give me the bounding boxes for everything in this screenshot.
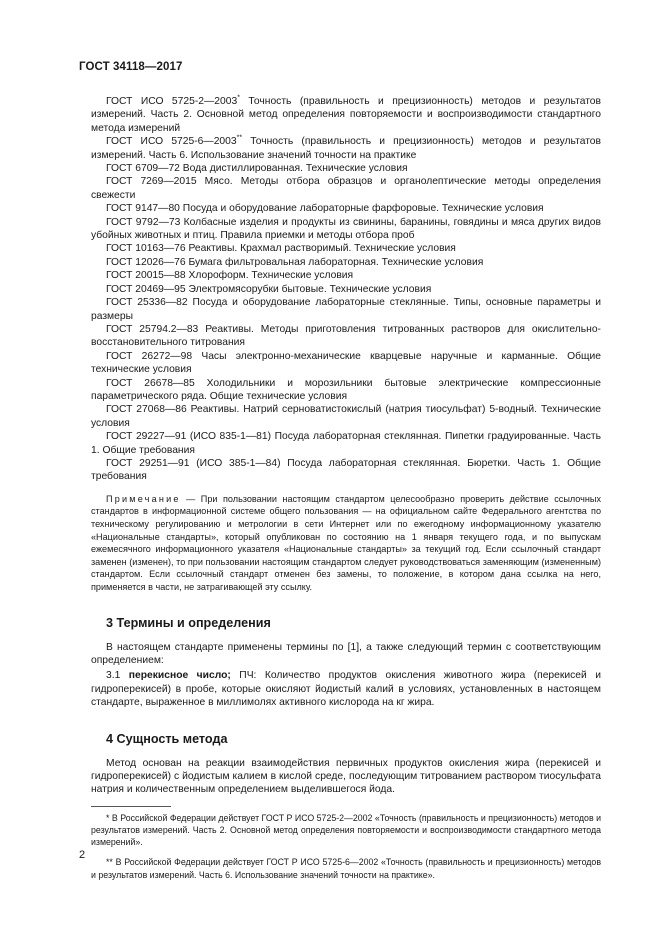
- reference-item: [91, 283, 601, 296]
- reference-item: [91, 256, 601, 269]
- reference-code: ГОСТ ИСО 5725-6—2003: [106, 136, 237, 148]
- footnote-marker: *: [237, 94, 240, 102]
- reference-title: Реактивы. Методы приготовления титрованных растворов для окислительно-восстановительного титрования: [91, 323, 601, 349]
- reference-item: [91, 202, 601, 215]
- reference-item: [91, 162, 601, 175]
- footnote-2-text: В Российской Федерации действует ГОСТ Р ИСО 5725-6—2002 «Точность (правильность и прецизионность) методов и результатов измерений. Часть 6. Использование значений точности на практике».: [91, 857, 601, 880]
- reference-item: [91, 403, 601, 430]
- footnote-marker: **: [236, 134, 243, 142]
- note-text: — При пользовании настоящим стандартом целесообразно проверить действие ссылочных стандартов в информационной системе общего пользования — на официальном сайте Федерального агентства по техническому регулированию и метрологии в сети Интернет или по ежегодному информационному указателю «Национальные стандарты», который опубликован по состоянию на 1 января текущего года, и по выпускам ежемесячного информационного указателя «Национальные стандарты» за текущий год. Если ссылочный стандарт заменен (изменен), то при пользовании настоящим стандартом следует руководствоваться заменяющим (измененным) стандартом. Если ссылочный стандарт отменен без замены, то положение, в котором дана ссылка на него, применяется в части, не затрагивающей эту ссылку.: [91, 493, 601, 592]
- reference-code: ГОСТ 20469—95: [106, 283, 186, 295]
- reference-item: [91, 430, 601, 457]
- reference-item: [91, 457, 601, 484]
- reference-title: Посуда и оборудование лабораторные фарфоровые. Технические условия: [182, 203, 544, 215]
- reference-item: [91, 242, 601, 255]
- footnote-1-text: В Российской Федерации действует ГОСТ Р ИСО 5725-2—2002 «Точность (правильность и прецизионность) методов и результатов измерений. Часть 2. Основной метод определения повторяемости и воспроизводимости стандартного метода измерений».: [91, 812, 601, 848]
- section-4-heading: 4 Сущность метода: [106, 731, 228, 746]
- reference-code: ГОСТ 29227—91 (ИСО 835-1—81): [106, 431, 272, 443]
- reference-item: [91, 296, 601, 323]
- reference-item: [91, 350, 601, 377]
- document-header-title: ГОСТ 34118—2017: [79, 61, 183, 73]
- reference-title: Хлороформ. Технические условия: [188, 270, 354, 282]
- reference-code: ГОСТ 9792—73: [106, 216, 181, 228]
- reference-item: [91, 95, 601, 135]
- note-label: Примечание: [106, 493, 181, 504]
- reference-code: ГОСТ 25794.2—83: [106, 323, 199, 335]
- reference-code: ГОСТ 10163—76: [106, 243, 186, 255]
- reference-item: [91, 377, 601, 404]
- reference-title: Вода дистиллированная. Технические условия: [182, 163, 408, 175]
- reference-item: [91, 216, 601, 243]
- reference-item: [91, 135, 601, 162]
- note-paragraph: [91, 493, 601, 594]
- reference-code: ГОСТ 26678—85: [106, 377, 195, 389]
- footnote-divider: [91, 806, 171, 807]
- footnote-1-mark: *: [106, 812, 110, 823]
- reference-code: ГОСТ 20015—88: [106, 270, 186, 282]
- reference-code: ГОСТ 9147—80: [106, 203, 180, 215]
- term-name: перекисное число;: [128, 670, 231, 682]
- term-definition: ПЧ: Количество продуктов окисления животного жира (перекисей и гидроперекисей) в пробе, которые окисляют йодистый калий в условиях, установленных в настоящем стандарте, выраженное в миллимолях активного кислорода на кг жира.: [91, 670, 601, 709]
- reference-title: Реактивы. Крахмал растворимый. Технические условия: [188, 243, 456, 255]
- reference-code: ГОСТ 25336—82: [106, 297, 188, 309]
- reference-code: ГОСТ 12026—76: [106, 256, 186, 268]
- reference-code: ГОСТ 27068—86: [106, 404, 187, 416]
- reference-title: Электромясорубки бытовые. Технические условия: [188, 283, 432, 295]
- reference-item: [91, 323, 601, 350]
- footnote-1: [91, 812, 601, 849]
- footnote-2: [91, 856, 601, 880]
- footnote-2-mark: **: [106, 857, 113, 868]
- reference-title: Посуда и оборудование лабораторные стеклянные. Типы, основные параметры и размеры: [91, 297, 601, 322]
- reference-title: Часы электронно-механические кварцевые наручные и карманные. Общие технические условия: [91, 350, 601, 376]
- reference-item: [91, 175, 601, 202]
- reference-code: ГОСТ ИСО 5725-2—2003: [106, 96, 238, 107]
- section-3-heading: 3 Термины и определения: [106, 615, 271, 630]
- reference-title: Холодильники и морозильники бытовые электрические компрессионные параметрического ряда. Общие технические условия: [91, 377, 601, 402]
- main-content: [91, 95, 601, 889]
- reference-code: ГОСТ 29251—91 (ИСО 385-1—84): [106, 457, 281, 469]
- normative-references-list: [91, 95, 601, 484]
- page-number: 2: [79, 849, 86, 861]
- reference-code: ГОСТ 7269—2015: [106, 176, 197, 188]
- section-4-text: Метод основан на реакции взаимодействия первичных продуктов окисления жира (перекисей и гидроперекисей) с йодистым калием в кислой среде, последующим титрованием раствором тиосульфата натрия и количественным определением выделившегося йода.: [91, 757, 601, 796]
- section-3-intro: В настоящем стандарте применены термины по [1], а также следующий термин с соответствующим определением:: [91, 641, 601, 666]
- reference-item: [91, 269, 601, 282]
- reference-title: Посуда лабораторная стеклянная. Пипетки градуированные. Часть 1. Общие требования: [91, 431, 601, 456]
- reference-title: Колбасные изделия и продукты из свинины, баранины, говядины и мяса других видов убойных животных и птиц. Правила приемки и методы отбора проб: [91, 216, 601, 242]
- reference-code: ГОСТ 26272—98: [106, 350, 193, 362]
- reference-title: Бумага фильтровальная лабораторная. Технические условия: [188, 256, 484, 268]
- reference-title: Посуда лабораторная стеклянная. Бюретки. Часть 1. Общие требования: [91, 457, 601, 483]
- reference-code: ГОСТ 6709—72: [106, 163, 180, 175]
- term-number: 3.1: [106, 670, 121, 682]
- reference-title: Реактивы. Натрий серноватистокислый (натрия тиосульфат) 5-водный. Технические условия: [91, 404, 601, 429]
- reference-title: Точность (правильность и прецизионность) методов и результатов измерений. Часть 2. Основной метод определения повторяемости и воспроизводимости стандартного метода измерений: [91, 96, 601, 134]
- reference-title: Точность (правильность и прецизионность) методов и результатов измерений. Часть 6. Использование значений точности на практике: [91, 136, 602, 161]
- term-definition-paragraph: [91, 669, 601, 709]
- reference-title: Мясо. Методы отбора образцов и органолептические методы определения свежести: [91, 176, 601, 201]
